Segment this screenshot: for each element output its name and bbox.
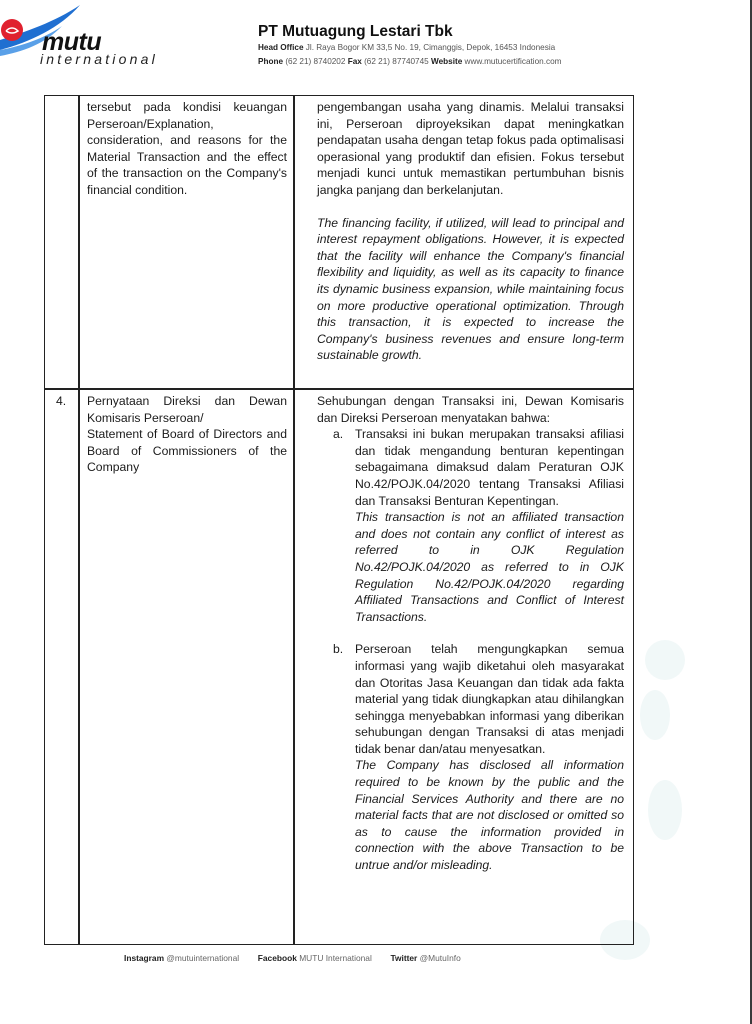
left-text-indonesian: tersebut pada kondisi keuangan Perseroan/Explanation, xyxy=(87,100,287,131)
website-link[interactable]: www.mutucertification.com xyxy=(464,57,562,66)
instagram-label: Instagram xyxy=(124,953,165,963)
company-logo xyxy=(0,0,170,75)
row-continued-right-cell xyxy=(317,99,624,364)
company-name: PT Mutuagung Lestari Tbk xyxy=(258,23,453,40)
left-text-english: Statement of Board of Directors and Board of Commissioners of the Company xyxy=(87,427,287,475)
watermark-dot xyxy=(645,640,685,680)
statement-item-b xyxy=(333,641,624,873)
paragraph-english: The financing facility, if utilized, will lead to principal and interest repayment obligations. However, it is expected that the facility will enhance the Company's financial flexibility and liquidity, as well as its capacity to finance its dynamic business expansion, while maintaining focus on more productive operational optimization. Through this transaction, it is expected to increase the Company's business revenues and ensure long-term sustainable growth. xyxy=(317,215,624,363)
website-label: Website xyxy=(431,57,463,66)
contact-line xyxy=(258,55,561,69)
phone-value: (62 21) 8740202 xyxy=(285,57,346,66)
fax-value: (62 21) 87740745 xyxy=(364,57,429,66)
statement-b-indonesian: Perseroan telah mengungkapkan semua informasi yang wajib diketahui oleh masyarakat dan Otoritas Jasa Keuangan dan tidak ada fakta material yang tidak diungkapkan atau dihilangkan sehingga menyebabkan informasi yang diberikan sehubungan dengan Transaksi di atas menjadi tidak benar dan/atau menyesatkan. xyxy=(355,642,624,756)
logo-word-mutu: mutu xyxy=(42,28,102,56)
instagram-handle[interactable]: @mutuinternational xyxy=(166,953,240,963)
head-office-line xyxy=(258,41,561,55)
logo-word-international: international xyxy=(40,51,158,67)
row-4-right-cell xyxy=(317,393,624,874)
twitter-handle[interactable]: @MutuInfo xyxy=(419,953,461,963)
column-divider xyxy=(78,96,80,944)
column-divider xyxy=(293,96,295,944)
list-marker: b. xyxy=(333,642,344,657)
left-text-indonesian: Pernyataan Direksi dan Dewan Komisaris Perseroan/ xyxy=(87,394,287,425)
head-office-address: Jl. Raya Bogor KM 33,5 No. 19, Cimanggis, Depok, 16453 Indonesia xyxy=(305,43,556,52)
facebook-handle[interactable]: MUTU International xyxy=(299,953,372,963)
social-footer xyxy=(124,953,461,963)
statement-intro: Sehubungan dengan Transaksi ini, Dewan Komisaris dan Direksi Perseroan menyatakan bahwa: xyxy=(317,394,624,425)
statement-a-indonesian: Transaksi ini bukan merupakan transaksi afiliasi dan tidak mengandung benturan kepentingan sebagaimana dimaksud dalam Peraturan OJK No.42/POJK.04/2020 tentang Transaksi Afiliasi dan Transaksi Benturan Kepentingan. xyxy=(355,427,624,508)
company-letterhead xyxy=(258,23,561,69)
statement-item-a xyxy=(333,426,624,625)
watermark-dot xyxy=(648,780,682,840)
row-divider xyxy=(45,388,633,390)
watermark-dot xyxy=(640,690,670,740)
row-continued-left-cell xyxy=(87,99,287,199)
statement-a-english: This transaction is not an affiliated transaction and does not contain any conflict of interest as referred to in OJK Regulation No.42/POJK.04/2020 as referred to in OJK Regulation No.42/POJK.04/2020 regarding Affiliated Transactions and Conflict of Interest Transactions. xyxy=(355,510,624,624)
head-office-label: Head Office xyxy=(258,43,304,52)
statement-b-english: The Company has disclosed all information required to be known by the public and the Financial Services Authority and there are no material facts that are not disclosed or omitted so as to cause the information provided in connection with the above Transaction to be untrue and/or misleading. xyxy=(355,758,624,873)
phone-label: Phone xyxy=(258,57,284,66)
facebook-label: Facebook xyxy=(257,953,297,963)
fax-label: Fax xyxy=(347,57,362,66)
left-text-english: consideration, and reasons for the Material Transaction and the effect of the transaction on the Company's financial condition. xyxy=(87,133,287,197)
list-marker: a. xyxy=(333,427,344,442)
twitter-label: Twitter xyxy=(390,953,418,963)
row-number: 4. xyxy=(56,394,67,408)
paragraph-indonesian: pengembangan usaha yang dinamis. Melalui transaksi ini, Perseroan diproyeksikan dapat meningkatkan pendapatan usaha dengan tetap fokus pada optimalisasi operasional yang produktif dan efisien. Fokus tersebut menjadi kunci untuk memastikan pertumbuhan bisnis jangka panjang dan berkelanjutan. xyxy=(317,100,624,197)
row-4-left-cell xyxy=(87,393,287,476)
